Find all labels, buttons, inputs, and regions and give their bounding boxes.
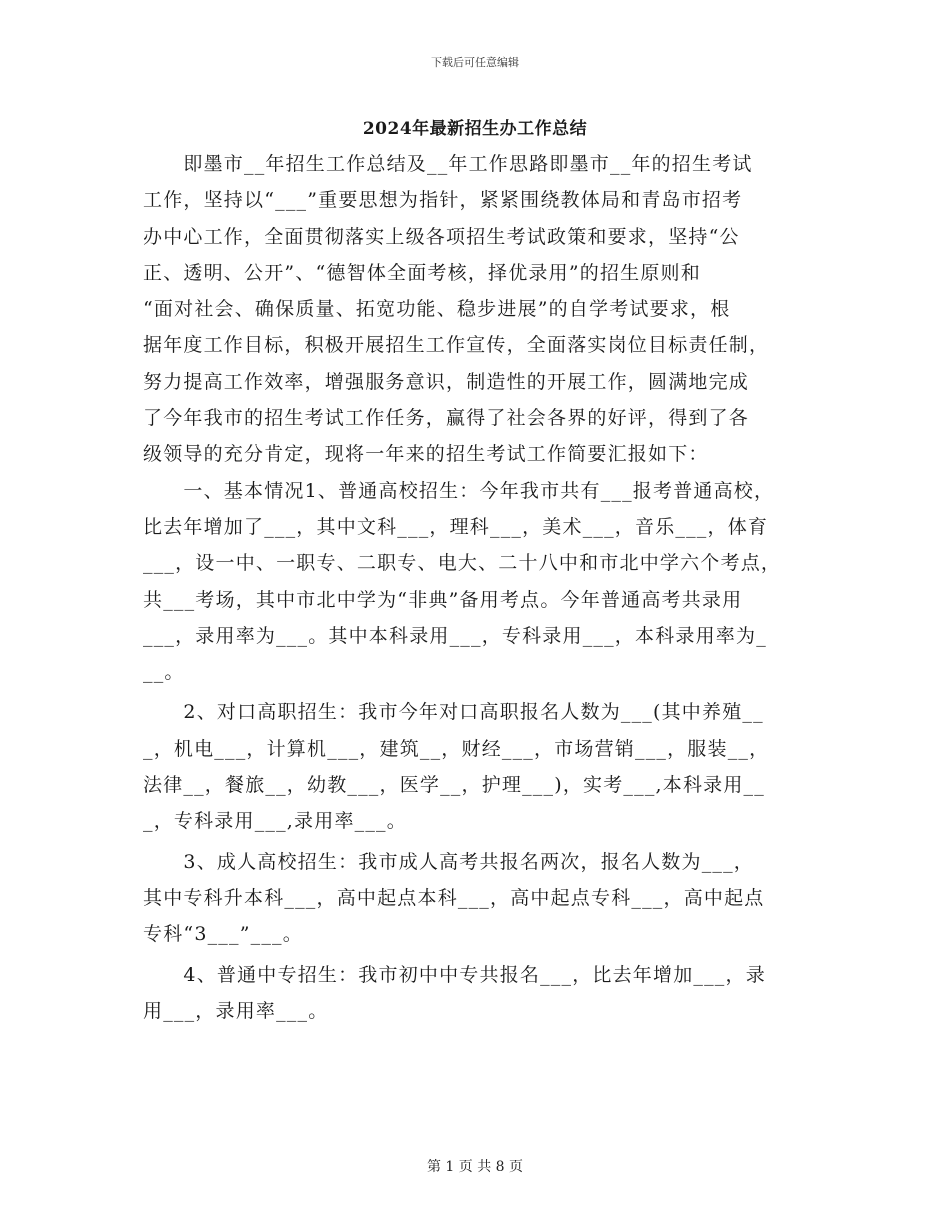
document-body: [143, 146, 811, 1029]
body-line: 即墨市__年招生工作总结及__年工作思路即墨市__年的招生考试: [143, 153, 753, 175]
page-number: 第 1 页 共 8 页: [426, 1159, 524, 1175]
body-line: 专科“3___”___。: [143, 923, 303, 946]
page-header-note: 下载后可任意编辑: [431, 56, 519, 69]
document-title: 2024年最新招生办工作总结: [362, 119, 588, 139]
body-line: 工作，坚持以“___”重要思想为指针，紧紧围绕教体局和青岛市招考: [143, 189, 743, 212]
body-line: 2、对口高职招生：我市今年对口高职报名人数为___(其中养殖__: [143, 701, 764, 724]
body-line: 其中专科升本科___，高中起点本科___，高中起点专科___，高中起点: [143, 886, 765, 909]
body-line: 一、基本情况1、普通高校招生：今年我市共有___报考普通高校，: [143, 479, 775, 502]
body-line: 据年度工作目标，积极开展招生工作宣传，全面落实岗位目标责任制，: [143, 334, 770, 357]
body-line: __。: [143, 661, 185, 684]
body-line: 努力提高工作效率，增强服务意识，制造性的开展工作，圆满地完成: [143, 370, 750, 393]
body-line: 办中心工作，全面贯彻落实上级各项招生考试政策和要求，坚持“公: [143, 225, 740, 248]
body-line: ___，录用率为___。其中本科录用___，专科录用___，本科录用率为_: [143, 624, 767, 647]
body-line: ___，设一中、一职专、二职专、电大、二十八中和市北中学六个考点，: [143, 552, 782, 575]
body-line: 共___考场，其中市北中学为“非典”备用考点。今年普通高考共录用: [143, 588, 743, 611]
body-line: 法律__，餐旅__，幼教___，医学__，护理___)，实考___,本科录用__: [143, 774, 765, 797]
body-line: 4、普通中专招生：我市初中中专共报名___，比去年增加___，录: [143, 963, 766, 986]
body-line: _，机电___，计算机___，建筑__，财经___，市场营销___，服装__，: [143, 737, 770, 760]
body-line: _，专科录用___,录用率___。: [143, 810, 407, 833]
body-line: 正、透明、公开”、“德智体全面考核，择优录用”的招生原则和: [143, 261, 701, 284]
body-line: 3、成人高校招生：我市成人高考共报名两次，报名人数为___，: [143, 850, 754, 873]
body-line: 用___，录用率___。: [143, 999, 329, 1022]
body-line: 比去年增加了___，其中文科___，理科___，美术___，音乐___，体育: [143, 515, 769, 538]
body-line: 了今年我市的招生考试工作任务，赢得了社会各界的好评，得到了各: [143, 407, 750, 430]
body-line: “面对社会、确保质量、拓宽功能、稳步进展”的自学考试要求，根: [143, 298, 731, 321]
body-line: 级领导的充分肯定，现将一年来的招生考试工作简要汇报如下：: [143, 443, 709, 466]
